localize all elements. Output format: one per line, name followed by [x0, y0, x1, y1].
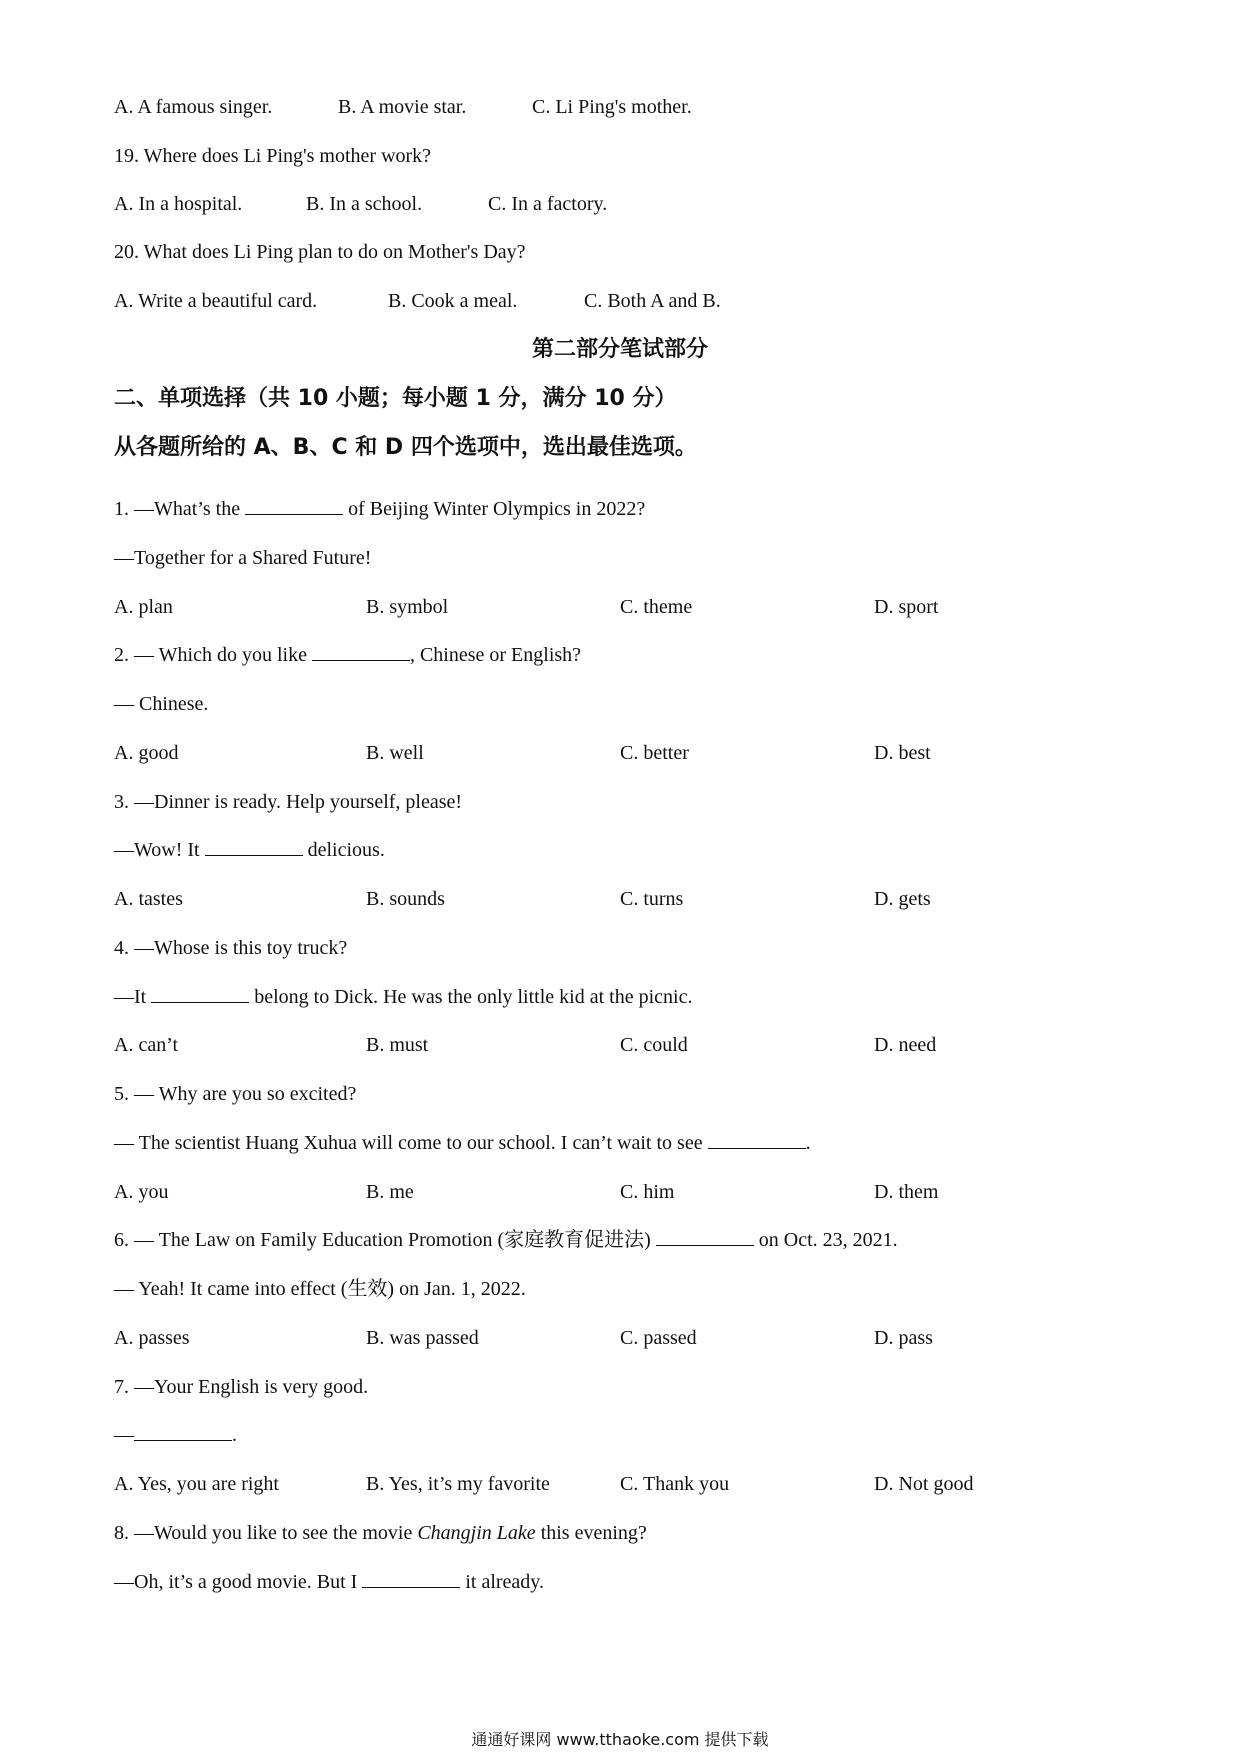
q3-option-a: A. tastes — [114, 888, 183, 910]
q18-option-a: A. A famous singer. — [114, 96, 273, 118]
section-instruction: 从各题所给的 A、B、C 和 D 四个选项中，选出最佳选项。 — [114, 435, 697, 460]
q7-text-pre: — — [114, 1424, 134, 1446]
q19-stem: 19. Where does Li Ping's mother work? — [114, 145, 432, 167]
q18-option-c: C. Li Ping's mother. — [532, 96, 692, 118]
q5-option-c: C. him — [620, 1181, 675, 1203]
q3-text-post: delicious. — [302, 839, 385, 861]
q2-option-d: D. best — [874, 742, 931, 764]
section-heading: 二、单项选择（共 10 小题；每小题 1 分，满分 10 分） — [114, 386, 677, 411]
q6-text-post: on Oct. 23, 2021. — [753, 1229, 898, 1251]
q6-option-d: D. pass — [874, 1327, 933, 1349]
q2-text-pre: 2. — Which do you like — [114, 644, 312, 666]
q8-line1 — [114, 1520, 647, 1546]
q4-line1: 4. —Whose is this toy truck? — [114, 937, 348, 959]
q7-option-b: B. Yes, it’s my favorite — [366, 1473, 550, 1495]
q2-text-post: , Chinese or English? — [409, 644, 582, 666]
q7-option-c: C. Thank you — [620, 1473, 730, 1495]
q6-option-c: C. passed — [620, 1327, 697, 1349]
q1-blank — [245, 496, 343, 515]
q3-option-c: C. turns — [620, 888, 684, 910]
q6-blank — [656, 1227, 754, 1246]
q19-option-c: C. In a factory. — [488, 193, 608, 215]
q6-line1 — [114, 1227, 898, 1253]
q1-option-d: D. sport — [874, 596, 939, 618]
q8-text-post2: it already. — [460, 1571, 544, 1593]
q7-line1: 7. —Your English is very good. — [114, 1376, 369, 1398]
q6-option-a: A. passes — [114, 1327, 190, 1349]
q4-blank — [151, 984, 249, 1003]
q1-text-post: of Beijing Winter Olympics in 2022? — [343, 498, 646, 520]
q4-option-c: C. could — [620, 1034, 688, 1056]
q4-option-b: B. must — [366, 1034, 429, 1056]
q20-stem: 20. What does Li Ping plan to do on Mother's Day? — [114, 241, 526, 263]
q1-option-c: C. theme — [620, 596, 693, 618]
q5-text-pre: — The scientist Huang Xuhua will come to our school. I can’t wait to see — [114, 1132, 708, 1154]
page-footer: 通通好课网 www.tthaoke.com 提供下载 — [471, 1730, 769, 1749]
q1-text-pre: 1. —What’s the — [114, 498, 246, 520]
q18-option-b: B. A movie star. — [338, 96, 467, 118]
q3-line1: 3. —Dinner is ready. Help yourself, please! — [114, 791, 463, 813]
q2-option-c: C. better — [620, 742, 689, 764]
q8-text-pre2: —Oh, it’s a good movie. But I — [114, 1571, 363, 1593]
q2-option-a: A. good — [114, 742, 179, 764]
q6-option-b: B. was passed — [366, 1327, 479, 1349]
q8-blank — [362, 1569, 460, 1588]
q4-option-d: D. need — [874, 1034, 937, 1056]
q7-option-a: A. Yes, you are right — [114, 1473, 279, 1495]
q19-option-b: B. In a school. — [306, 193, 423, 215]
q20-option-b: B. Cook a meal. — [388, 290, 518, 312]
q4-line2 — [114, 984, 692, 1010]
q7-option-d: D. Not good — [874, 1473, 974, 1495]
q20-option-a: A. Write a beautiful card. — [114, 290, 318, 312]
q5-text-post: . — [805, 1132, 811, 1154]
q3-option-b: B. sounds — [366, 888, 445, 910]
part-title: 第二部分笔试部分 — [531, 337, 708, 362]
q3-option-d: D. gets — [874, 888, 931, 910]
q8-text-post: this evening? — [535, 1522, 647, 1544]
q5-line1: 5. — Why are you so excited? — [114, 1083, 357, 1105]
q7-blank — [134, 1422, 232, 1441]
q3-line2 — [114, 837, 385, 863]
q4-text-post: belong to Dick. He was the only little kid at the picnic. — [249, 986, 693, 1008]
q1-line1 — [114, 496, 645, 522]
q8-line2 — [114, 1569, 544, 1595]
q19-option-a: A. In a hospital. — [114, 193, 243, 215]
q7-line2 — [114, 1422, 237, 1448]
q8-text-pre: 8. —Would you like to see the movie — [114, 1522, 418, 1544]
q2-blank — [312, 642, 410, 661]
q6-text-pre: 6. — The Law on Family Education Promotion (家庭教育促进法) — [114, 1229, 656, 1251]
q20-option-c: C. Both A and B. — [584, 290, 721, 312]
q2-line1 — [114, 642, 581, 668]
q6-line2: — Yeah! It came into effect (生效) on Jan. 1, 2022. — [114, 1278, 526, 1300]
q1-option-b: B. symbol — [366, 596, 449, 618]
q4-option-a: A. can’t — [114, 1034, 179, 1056]
q5-option-b: B. me — [366, 1181, 414, 1203]
q4-text-pre: —It — [114, 986, 152, 1008]
q7-text-post: . — [232, 1424, 237, 1446]
q3-blank — [205, 837, 303, 856]
q5-option-d: D. them — [874, 1181, 939, 1203]
q3-text-pre: —Wow! It — [114, 839, 205, 861]
q5-blank — [708, 1130, 806, 1149]
q5-option-a: A. you — [114, 1181, 169, 1203]
q2-line2: — Chinese. — [114, 693, 209, 715]
q1-option-a: A. plan — [114, 596, 173, 618]
q5-line2 — [114, 1130, 811, 1156]
q8-movie-title: Changjin Lake — [417, 1522, 536, 1544]
q1-line2: —Together for a Shared Future! — [114, 547, 372, 569]
q2-option-b: B. well — [366, 742, 424, 764]
